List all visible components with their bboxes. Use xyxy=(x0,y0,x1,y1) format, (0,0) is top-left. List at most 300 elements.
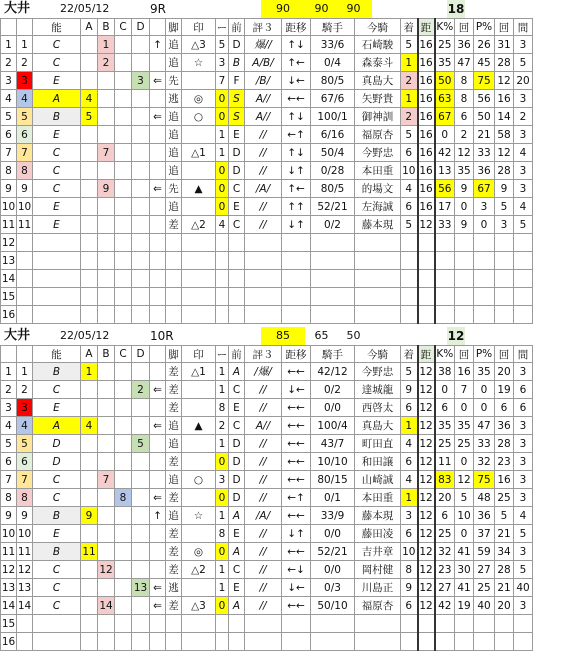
cell-ability: C xyxy=(33,597,81,615)
cell-p-count xyxy=(495,615,514,633)
cell-p-pct: 36 xyxy=(474,162,495,180)
cell-horse-no: 11 xyxy=(17,216,33,234)
cell-grade-a xyxy=(81,162,98,180)
cell-mark xyxy=(182,198,216,216)
cell-grade-d xyxy=(132,54,150,72)
cell-ability: B xyxy=(33,108,81,126)
cell-running-style: 差 xyxy=(166,561,182,579)
cell-gap: 8 xyxy=(216,525,229,543)
cell-k-count: 12 xyxy=(455,471,474,489)
cell-distance: 12 xyxy=(418,561,435,579)
cell-front: D xyxy=(229,435,245,453)
cell-row-no: 13 xyxy=(1,252,17,270)
cell-ability: D xyxy=(33,453,81,471)
cell-k-count: 0 xyxy=(455,399,474,417)
cell-row-no: 6 xyxy=(1,126,17,144)
cell-grade-c xyxy=(115,417,132,435)
column-header-interval: 間 xyxy=(514,346,533,363)
table-row xyxy=(1,54,533,72)
race-header xyxy=(0,327,573,345)
cell-k-pct: 6 xyxy=(435,399,455,417)
cell-k-pct: 42 xyxy=(435,144,455,162)
cell-front: C xyxy=(229,561,245,579)
cell-grade-a xyxy=(81,633,98,651)
cell-row-no: 10 xyxy=(1,198,17,216)
cell-p-pct: 40 xyxy=(474,597,495,615)
cell-k-pct: 20 xyxy=(435,489,455,507)
cell-direction xyxy=(150,270,166,288)
cell-k-pct: 6 xyxy=(435,507,455,525)
cell-p-count: 20 xyxy=(495,363,514,381)
cell-row-no: 4 xyxy=(1,417,17,435)
cell-distance-move: ↑← xyxy=(282,54,311,72)
cell-grade-b xyxy=(98,72,115,90)
cell-mark xyxy=(182,381,216,399)
cell-rating: 爆// xyxy=(245,36,282,54)
cell-distance xyxy=(418,633,435,651)
cell-ability: D xyxy=(33,435,81,453)
cell-k-pct: 17 xyxy=(435,198,455,216)
cell-p-pct xyxy=(474,615,495,633)
table-row xyxy=(1,417,533,435)
cell-p-pct: 27 xyxy=(474,561,495,579)
cell-running-style: 差 xyxy=(166,543,182,561)
cell-grade-c xyxy=(115,471,132,489)
cell-jockey-stat xyxy=(311,252,355,270)
cell-rating: // xyxy=(245,381,282,399)
cell-p-count: 16 xyxy=(495,90,514,108)
column-header-ability: 能 xyxy=(33,19,81,36)
cell-grade-b xyxy=(98,216,115,234)
cell-jockey-stat xyxy=(311,306,355,324)
cell-mark: ▲ xyxy=(182,417,216,435)
cell-row-no: 5 xyxy=(1,435,17,453)
cell-k-count: 36 xyxy=(455,36,474,54)
cell-jockey: 藤本現 xyxy=(355,216,401,234)
cell-distance-move: ↑← xyxy=(282,180,311,198)
cell-distance xyxy=(418,306,435,324)
cell-direction: ↑ xyxy=(150,36,166,54)
cell-interval xyxy=(514,288,533,306)
column-header-jockey-stat: 騎手 xyxy=(311,346,355,363)
cell-front xyxy=(229,615,245,633)
race-table-top xyxy=(0,0,573,324)
cell-grade-b xyxy=(98,306,115,324)
cell-k-count: 9 xyxy=(455,180,474,198)
cell-mark xyxy=(182,615,216,633)
cell-jockey-stat: 50/10 xyxy=(311,597,355,615)
cell-finish: 2 xyxy=(401,72,418,90)
cell-running-style xyxy=(166,234,182,252)
cell-k-count xyxy=(455,270,474,288)
cell-grade-a xyxy=(81,288,98,306)
cell-distance: 12 xyxy=(418,471,435,489)
cell-jockey-stat: 80/5 xyxy=(311,180,355,198)
cell-grade-d xyxy=(132,507,150,525)
cell-mark xyxy=(182,633,216,651)
cell-jockey: 矢野貴 xyxy=(355,90,401,108)
cell-ability: E xyxy=(33,399,81,417)
cell-mark: ◎ xyxy=(182,90,216,108)
table-row xyxy=(1,579,533,597)
cell-interval: 40 xyxy=(514,579,533,597)
cell-grade-a xyxy=(81,435,98,453)
cell-grade-c xyxy=(115,288,132,306)
cell-grade-a xyxy=(81,252,98,270)
cell-grade-d xyxy=(132,453,150,471)
cell-p-pct: 0 xyxy=(474,381,495,399)
cell-jockey-stat xyxy=(311,234,355,252)
cell-k-pct: 63 xyxy=(435,90,455,108)
cell-ability xyxy=(33,288,81,306)
cell-jockey-stat xyxy=(311,288,355,306)
cell-grade-d xyxy=(132,363,150,381)
table-row xyxy=(1,252,533,270)
cell-horse-no xyxy=(17,633,33,651)
cell-front xyxy=(229,288,245,306)
cell-distance: 16 xyxy=(418,144,435,162)
entries-table xyxy=(0,18,533,324)
cell-gap xyxy=(216,234,229,252)
cell-grade-b xyxy=(98,615,115,633)
cell-grade-c xyxy=(115,453,132,471)
cell-grade-b xyxy=(98,579,115,597)
cell-gap xyxy=(216,633,229,651)
cell-finish: 9 xyxy=(401,381,418,399)
cell-finish: 5 xyxy=(401,363,418,381)
cell-front: F xyxy=(229,72,245,90)
column-header-grade-d: D xyxy=(132,19,150,36)
cell-distance: 12 xyxy=(418,525,435,543)
cell-grade-c xyxy=(115,633,132,651)
cell-k-pct xyxy=(435,270,455,288)
cell-horse-no: 5 xyxy=(17,108,33,126)
cell-k-pct: 11 xyxy=(435,453,455,471)
cell-horse-no: 4 xyxy=(17,90,33,108)
cell-horse-no: 7 xyxy=(17,144,33,162)
cell-front: D xyxy=(229,144,245,162)
cell-p-pct: 33 xyxy=(474,144,495,162)
table-row xyxy=(1,216,533,234)
cell-p-count: 6 xyxy=(495,399,514,417)
cell-jockey-stat: 42/12 xyxy=(311,363,355,381)
cell-horse-no: 13 xyxy=(17,579,33,597)
cell-jockey: 御神訓 xyxy=(355,108,401,126)
cell-k-pct: 27 xyxy=(435,579,455,597)
cell-interval: 3 xyxy=(514,180,533,198)
cell-grade-b xyxy=(98,363,115,381)
cell-ability xyxy=(33,270,81,288)
header-value-1: 85 xyxy=(261,327,305,345)
cell-rating: // xyxy=(245,453,282,471)
cell-k-count: 7 xyxy=(455,381,474,399)
cell-front: D xyxy=(229,471,245,489)
cell-k-pct xyxy=(435,615,455,633)
cell-finish: 6 xyxy=(401,144,418,162)
cell-finish xyxy=(401,252,418,270)
cell-k-count: 6 xyxy=(455,108,474,126)
cell-distance: 12 xyxy=(418,453,435,471)
cell-rating: // xyxy=(245,597,282,615)
cell-direction xyxy=(150,162,166,180)
cell-jockey: 岡村健 xyxy=(355,561,401,579)
cell-interval: 6 xyxy=(514,381,533,399)
cell-jockey: 和田譲 xyxy=(355,453,401,471)
cell-row-no: 1 xyxy=(1,363,17,381)
cell-row-no: 16 xyxy=(1,633,17,651)
cell-jockey-stat: 0/0 xyxy=(311,561,355,579)
cell-k-count: 0 xyxy=(455,198,474,216)
cell-distance-move: ↑↓ xyxy=(282,144,311,162)
cell-direction xyxy=(150,435,166,453)
cell-k-count: 0 xyxy=(455,525,474,543)
cell-row-no: 11 xyxy=(1,543,17,561)
cell-horse-no: 11 xyxy=(17,543,33,561)
cell-direction: ⇐ xyxy=(150,597,166,615)
column-header-front: 前 xyxy=(229,19,245,36)
cell-grade-c xyxy=(115,399,132,417)
cell-p-count: 31 xyxy=(495,36,514,54)
cell-gap: 1 xyxy=(216,435,229,453)
cell-grade-b xyxy=(98,489,115,507)
cell-p-count: 34 xyxy=(495,543,514,561)
cell-rating xyxy=(245,288,282,306)
cell-horse-no: 10 xyxy=(17,525,33,543)
cell-row-no: 5 xyxy=(1,108,17,126)
cell-p-count xyxy=(495,633,514,651)
column-header-direction xyxy=(150,346,166,363)
cell-rating: // xyxy=(245,399,282,417)
cell-mark: △2 xyxy=(182,561,216,579)
cell-k-pct: 50 xyxy=(435,72,455,90)
cell-grade-c xyxy=(115,435,132,453)
cell-p-count: 36 xyxy=(495,417,514,435)
table-row xyxy=(1,561,533,579)
cell-distance-move: ←← xyxy=(282,363,311,381)
cell-finish xyxy=(401,615,418,633)
cell-finish: 8 xyxy=(401,561,418,579)
cell-distance: 12 xyxy=(418,399,435,417)
cell-finish xyxy=(401,306,418,324)
cell-grade-d xyxy=(132,561,150,579)
cell-jockey xyxy=(355,306,401,324)
cell-direction: ⇐ xyxy=(150,180,166,198)
cell-horse-no: 8 xyxy=(17,162,33,180)
cell-grade-b xyxy=(98,435,115,453)
cell-grade-d xyxy=(132,234,150,252)
cell-ability: C xyxy=(33,180,81,198)
cell-grade-b xyxy=(98,108,115,126)
cell-finish: 1 xyxy=(401,489,418,507)
cell-k-pct: 25 xyxy=(435,435,455,453)
cell-direction xyxy=(150,525,166,543)
cell-grade-a: 5 xyxy=(81,108,98,126)
cell-k-pct: 33 xyxy=(435,216,455,234)
cell-grade-a xyxy=(81,615,98,633)
cell-distance-move xyxy=(282,288,311,306)
cell-distance: 12 xyxy=(418,543,435,561)
cell-running-style xyxy=(166,615,182,633)
cell-grade-c xyxy=(115,72,132,90)
cell-distance: 16 xyxy=(418,126,435,144)
cell-rating: // xyxy=(245,489,282,507)
cell-rating: A// xyxy=(245,417,282,435)
header-value-2: 65 xyxy=(314,329,329,342)
cell-direction xyxy=(150,144,166,162)
table-row xyxy=(1,633,533,651)
column-header-k-count: 回 xyxy=(455,346,474,363)
cell-k-pct: 13 xyxy=(435,162,455,180)
cell-distance: 16 xyxy=(418,108,435,126)
column-header-mark: 印 xyxy=(182,346,216,363)
cell-p-count: 5 xyxy=(495,507,514,525)
cell-grade-c xyxy=(115,597,132,615)
cell-p-count: 58 xyxy=(495,126,514,144)
cell-gap: 2 xyxy=(216,417,229,435)
cell-rating: // xyxy=(245,471,282,489)
cell-distance-move: ←← xyxy=(282,543,311,561)
cell-grade-b xyxy=(98,270,115,288)
cell-jockey-stat: 0/2 xyxy=(311,216,355,234)
cell-grade-c xyxy=(115,507,132,525)
cell-mark: △3 xyxy=(182,597,216,615)
cell-grade-d xyxy=(132,288,150,306)
cell-distance: 16 xyxy=(418,162,435,180)
cell-row-no: 8 xyxy=(1,489,17,507)
cell-finish: 6 xyxy=(401,399,418,417)
cell-gap: 0 xyxy=(216,198,229,216)
cell-gap: 3 xyxy=(216,54,229,72)
cell-grade-a xyxy=(81,144,98,162)
cell-grade-d xyxy=(132,471,150,489)
cell-front: D xyxy=(229,36,245,54)
cell-k-pct: 23 xyxy=(435,561,455,579)
cell-grade-b xyxy=(98,126,115,144)
cell-jockey-stat xyxy=(311,615,355,633)
column-header-distance: 距 xyxy=(418,19,435,36)
cell-jockey xyxy=(355,270,401,288)
cell-direction xyxy=(150,288,166,306)
cell-mark: △3 xyxy=(182,36,216,54)
cell-grade-d xyxy=(132,399,150,417)
cell-running-style: 逃 xyxy=(166,579,182,597)
cell-distance: 12 xyxy=(418,216,435,234)
cell-finish: 3 xyxy=(401,507,418,525)
cell-grade-a xyxy=(81,126,98,144)
column-header-p-count: 回 xyxy=(495,346,514,363)
cell-grade-b xyxy=(98,381,115,399)
cell-grade-a xyxy=(81,54,98,72)
column-header-horse-no xyxy=(17,346,33,363)
cell-k-count: 19 xyxy=(455,597,474,615)
cell-running-style: 先 xyxy=(166,180,182,198)
cell-distance: 12 xyxy=(418,381,435,399)
cell-mark xyxy=(182,234,216,252)
cell-front: E xyxy=(229,126,245,144)
cell-rating: // xyxy=(245,543,282,561)
cell-mark xyxy=(182,525,216,543)
cell-distance: 12 xyxy=(418,417,435,435)
cell-p-count: 9 xyxy=(495,180,514,198)
cell-interval: 3 xyxy=(514,126,533,144)
cell-jockey-stat: 33/6 xyxy=(311,36,355,54)
cell-finish: 5 xyxy=(401,216,418,234)
cell-interval: 20 xyxy=(514,72,533,90)
cell-row-no: 2 xyxy=(1,381,17,399)
cell-jockey-stat xyxy=(311,633,355,651)
cell-ability: C xyxy=(33,144,81,162)
cell-interval: 3 xyxy=(514,36,533,54)
cell-grade-a: 4 xyxy=(81,90,98,108)
cell-running-style xyxy=(166,252,182,270)
cell-jockey-stat: 10/10 xyxy=(311,453,355,471)
cell-ability xyxy=(33,306,81,324)
cell-finish: 1 xyxy=(401,54,418,72)
cell-jockey-stat: 0/1 xyxy=(311,489,355,507)
cell-interval xyxy=(514,633,533,651)
cell-gap: 1 xyxy=(216,144,229,162)
cell-grade-d xyxy=(132,90,150,108)
cell-gap xyxy=(216,252,229,270)
cell-distance: 16 xyxy=(418,180,435,198)
cell-running-style: 追 xyxy=(166,435,182,453)
cell-ability: C xyxy=(33,162,81,180)
table-row xyxy=(1,615,533,633)
cell-front xyxy=(229,252,245,270)
cell-grade-a xyxy=(81,216,98,234)
cell-horse-no: 12 xyxy=(17,561,33,579)
cell-ability: C xyxy=(33,579,81,597)
cell-front: A xyxy=(229,507,245,525)
cell-p-count: 20 xyxy=(495,597,514,615)
cell-row-no: 15 xyxy=(1,615,17,633)
cell-finish: 6 xyxy=(401,198,418,216)
cell-horse-no: 14 xyxy=(17,597,33,615)
cell-jockey: 藤田凌 xyxy=(355,525,401,543)
column-header-ability: 能 xyxy=(33,346,81,363)
cell-grade-b: 7 xyxy=(98,471,115,489)
cell-finish: 4 xyxy=(401,471,418,489)
cell-grade-a xyxy=(81,561,98,579)
cell-mark xyxy=(182,489,216,507)
cell-jockey-stat: 80/15 xyxy=(311,471,355,489)
cell-finish xyxy=(401,270,418,288)
cell-grade-d: 3 xyxy=(132,72,150,90)
race-number: 9R xyxy=(150,2,166,16)
cell-direction xyxy=(150,216,166,234)
cell-p-count: 5 xyxy=(495,198,514,216)
column-header-distance-move: 距移 xyxy=(282,19,311,36)
cell-ability xyxy=(33,633,81,651)
cell-distance-move xyxy=(282,306,311,324)
column-header-grade-c: C xyxy=(115,19,132,36)
cell-front: A xyxy=(229,597,245,615)
cell-jockey: 本田重 xyxy=(355,162,401,180)
cell-k-pct xyxy=(435,252,455,270)
cell-p-pct: 48 xyxy=(474,489,495,507)
cell-horse-no: 6 xyxy=(17,126,33,144)
cell-grade-b: 1 xyxy=(98,36,115,54)
cell-gap xyxy=(216,270,229,288)
cell-row-no: 9 xyxy=(1,507,17,525)
field-size: 18 xyxy=(447,2,465,16)
cell-horse-no: 3 xyxy=(17,399,33,417)
cell-gap: 8 xyxy=(216,399,229,417)
cell-distance-move xyxy=(282,270,311,288)
cell-grade-c xyxy=(115,216,132,234)
cell-grade-a xyxy=(81,471,98,489)
cell-rating: // xyxy=(245,198,282,216)
